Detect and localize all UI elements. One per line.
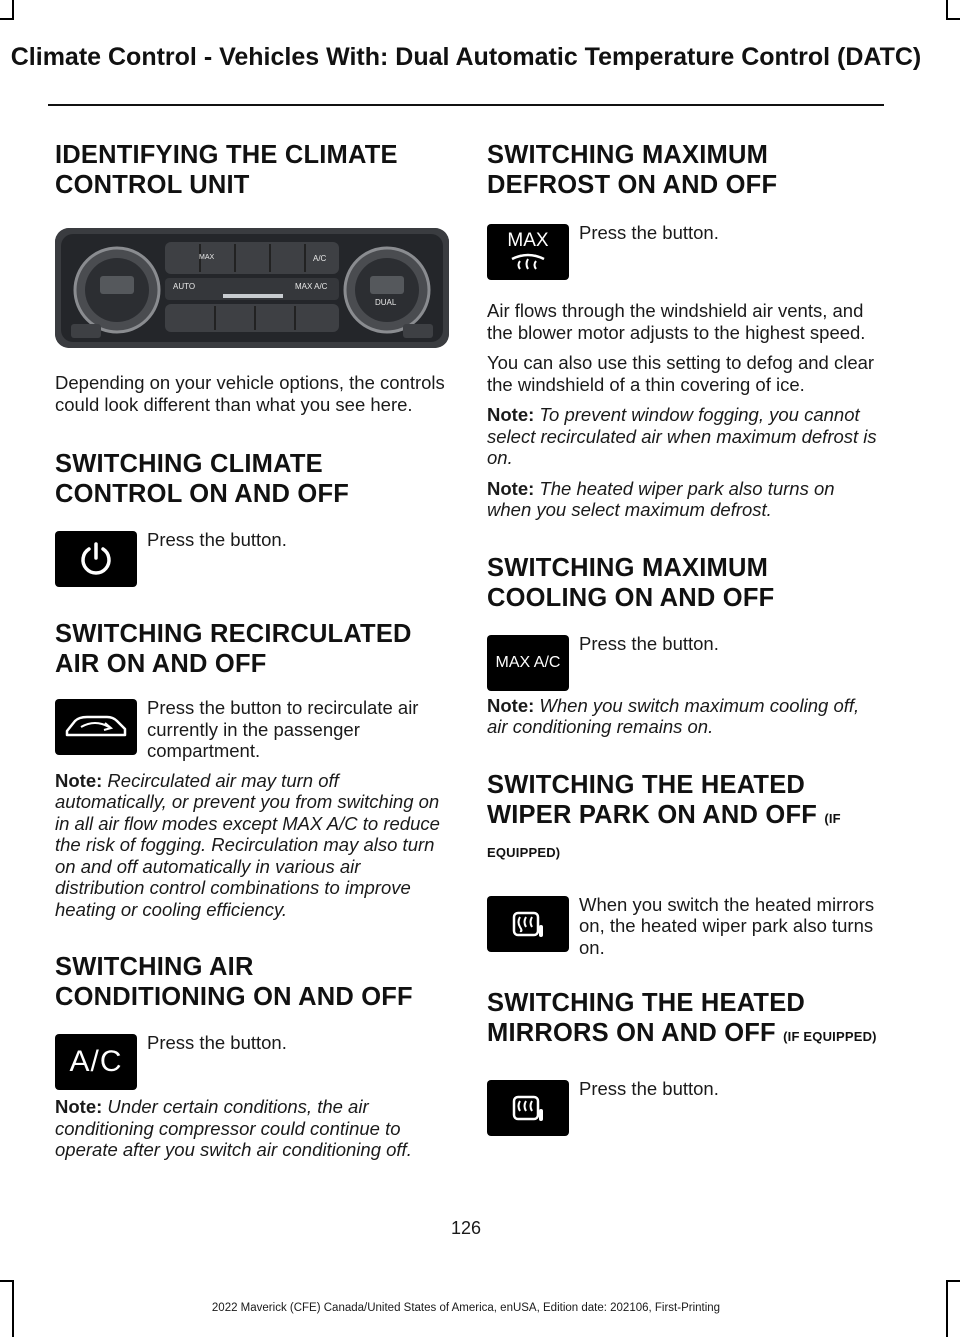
note-label: Note: [487,694,535,716]
heated-mirror-icon [487,1080,569,1136]
section-heading: SWITCHING AIR CONDITIONING ON AND OFF [55,953,413,1011]
panel-label-dual: DUAL [375,298,397,307]
instruction-text: Press the button to recirculate air currently in the passenger compartment. [147,697,419,761]
max-cooling-row [487,632,883,691]
note [55,770,451,921]
instruction-text: Press the button. [579,222,719,243]
note-label: Note: [55,1096,103,1117]
left-column [55,140,451,1161]
note-label: Note: [487,404,535,425]
panel-label-max: MAX [199,254,215,261]
recirc-row [55,699,451,762]
note-text: Recirculated air may turn off automatically, or prevent you from switching on in all air flow modes except MAX A/C to reduce the risk of fogging. Recirculation may also turn on and off automatically in various air distribution control combinations to improve heating or cooling efficiency. [55,769,440,920]
if-equipped-label: (IF EQUIPPED) [487,810,841,860]
crop-mark [946,1280,948,1337]
note [487,478,883,521]
panel-label-max-ac: MAX A/C [295,282,328,291]
crop-mark [946,0,948,20]
crop-mark [946,18,960,20]
section-heading [487,988,887,1052]
max-defrost-row [487,224,883,280]
section-heading: IDENTIFYING THE CLIMATE CONTROL UNIT [55,141,398,199]
heated-mirror-icon [487,896,569,952]
climate-on-off-row [55,531,451,587]
section-heading-text: SWITCHING THE HEATED WIPER PARK ON AND OFF [487,770,818,829]
page-header-title: Climate Control - Vehicles With: Dual Automatic Temperature Control (DATC) [10,43,922,71]
note-label: Note: [487,477,535,499]
ac-icon [55,1034,137,1090]
note-text: When you switch maximum cooling off, air conditioning remains on. [487,694,860,737]
note-text: The heated wiper park also turns on when you select maximum defrost. [487,477,835,520]
crop-mark [0,18,14,20]
note-text: Under certain conditions, the air conditioning compressor could continue to operate after you switch air conditioning off. [55,1096,412,1160]
section-heading: SWITCHING MAXIMUM COOLING ON AND OFF [487,553,775,612]
panel-label-ac: A/C [313,254,327,263]
note-text: To prevent window fogging, you cannot select recirculated air when maximum defrost is on. [487,404,877,468]
ac-icon-label: A/C [69,1045,123,1078]
heated-mirrors-row [487,1080,883,1136]
max-ac-icon-label: MAX A/C [495,653,561,671]
section-heading: SWITCHING CLIMATE CONTROL ON AND OFF [55,450,349,508]
recirculated-air-icon [55,699,137,755]
crop-mark [946,1280,960,1282]
note [487,404,883,469]
crop-mark [12,0,14,20]
header-divider [48,104,884,106]
panel-label-auto: AUTO [173,282,196,291]
max-defrost-icon [487,224,569,280]
note-label: Note: [55,769,103,791]
instruction-text: Press the button. [147,1032,287,1053]
wiper-park-row [487,893,883,959]
right-column [487,140,883,1136]
page-footer: 2022 Maverick (CFE) Canada/United States of America, enUSA, Edition date: 202106, First-Printing [211,1302,721,1314]
section-heading-text: SWITCHING THE HEATED MIRRORS ON AND OFF [487,989,806,1047]
climate-panel-illustration [55,228,449,348]
instruction-text: When you switch the heated mirrors on, the heated wiper park also turns on. [579,893,875,958]
page-number: 126 [450,1218,482,1238]
body-text: Air flows through the windshield air vents, and the blower motor adjusts to the highest speed. [487,300,866,343]
body-text: Depending on your vehicle options, the controls could look different than what you see here. [55,372,445,415]
section-heading: SWITCHING MAXIMUM DEFROST ON AND OFF [487,141,778,199]
if-equipped-label: (IF EQUIPPED) [783,1029,877,1044]
note [487,695,883,738]
section-heading [487,770,887,868]
note [55,1096,451,1161]
instruction-text: Press the button. [579,632,719,654]
section-heading: SWITCHING RECIRCULATED AIR ON AND OFF [55,620,412,678]
instruction-text: Press the button. [147,529,287,550]
ac-row [55,1034,451,1090]
body-text: You can also use this setting to defog and clear the windshield of a thin covering of ice. [487,352,875,395]
max-ac-icon [487,635,569,691]
power-icon [55,531,137,587]
instruction-text: Press the button. [579,1078,719,1099]
climate-control-panel-image [55,228,449,348]
crop-mark [0,1280,14,1282]
max-defrost-icon-label: MAX [507,230,549,251]
